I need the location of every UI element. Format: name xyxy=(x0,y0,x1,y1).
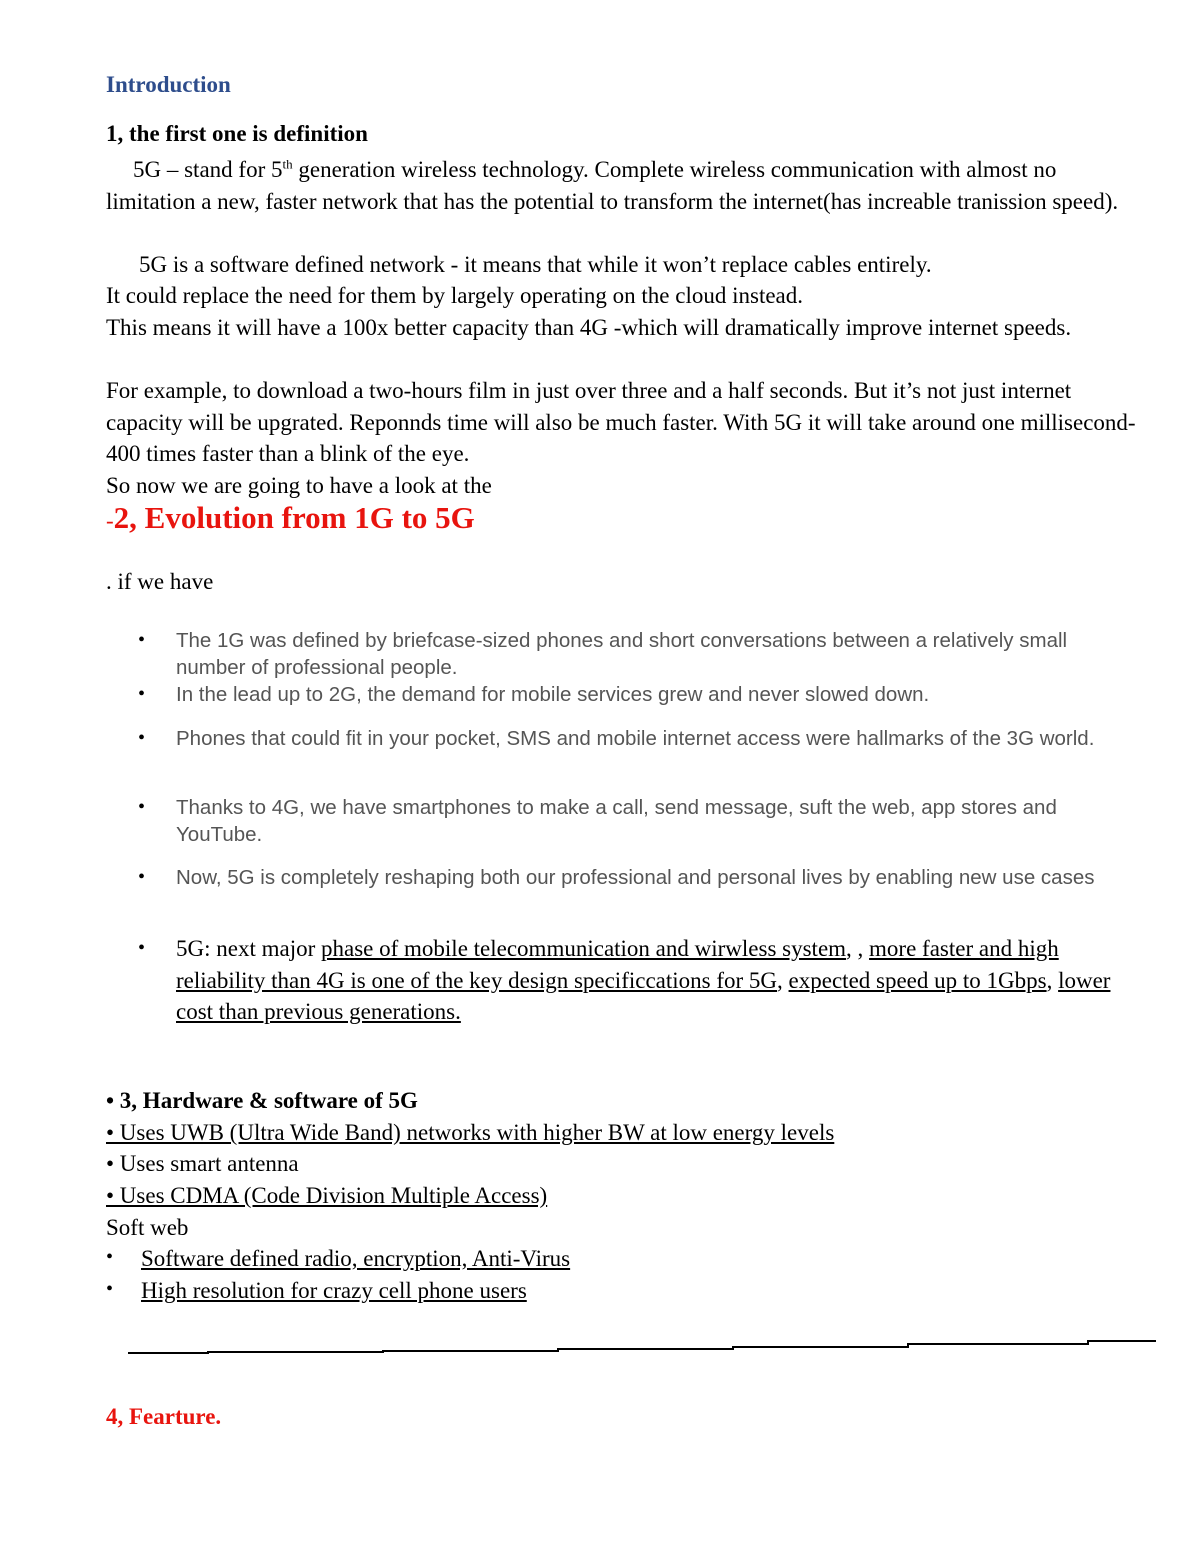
bullet-icon: • xyxy=(138,796,146,818)
soft-web-item xyxy=(141,1246,570,1272)
bullet-icon: • xyxy=(106,1246,114,1268)
hardware-line-uwb-text: • Uses UWB (Ultra Wide Band) networks with higher BW at low energy levels xyxy=(106,1120,835,1145)
bullet-icon: • xyxy=(138,683,146,705)
text-run: , xyxy=(1046,967,1059,993)
underlined-run: more faster and high reliability than 4G is one of the key design specificcations for 5G xyxy=(176,936,1059,993)
bullet-icon: • xyxy=(106,1278,114,1300)
definition-heading: 1, the first one is definition xyxy=(106,121,368,146)
evolution-dash: - xyxy=(106,508,114,533)
list-item-text: Thanks to 4G, we have smartphones to make a call, send message, suft the web, app stores and YouTube. xyxy=(176,796,1057,846)
bullet-icon: • xyxy=(138,727,146,749)
soft-web-item xyxy=(141,1278,527,1304)
hardware-line-cdma xyxy=(106,1183,547,1209)
p1-text-start: 5G – stand for 5 xyxy=(133,157,283,182)
soft-web-item-text: Software defined radio, encryption, Anti-Virus xyxy=(141,1246,571,1271)
underlined-run: expected speed up to 1Gbps xyxy=(788,967,1047,993)
text-run: 5G: next major xyxy=(176,936,321,961)
definition-paragraph-5: For example, to download a two-hours film in just over three and a half seconds. But it’s not just internet capacity will be upgrated. Reponnds time will also be much faster. With 5G it will take around one millisecond-400 times faster than a blink of the eye. xyxy=(106,378,1136,467)
hardware-line-cdma-text: • Uses CDMA (Code Division Multiple Access) xyxy=(106,1183,548,1208)
definition-paragraph-4: This means it will have a 100x better capacity than 4G -which will dramatically improve internet speeds. xyxy=(106,315,1072,340)
bullet-icon: • xyxy=(138,866,146,888)
list-item-text: Phones that could fit in your pocket, SMS and mobile internet access were hallmarks of the 3G world. xyxy=(176,727,1095,750)
evolution-heading-text: 2, Evolution from 1G to 5G xyxy=(113,500,475,535)
divider-line xyxy=(128,1341,1156,1353)
soft-web-label: Soft web xyxy=(106,1215,189,1240)
text-run: , xyxy=(777,967,789,993)
p1-superscript: th xyxy=(282,156,293,172)
bullet-icon: • xyxy=(138,937,146,959)
list-item-text: In the lead up to 2G, the demand for mobile services grew and never slowed down. xyxy=(176,683,930,706)
list-item-text-5g xyxy=(176,933,1131,1028)
text-run: , , xyxy=(846,936,870,961)
definition-paragraph-2: 5G is a software defined network - it means that while it won’t replace cables entirely. xyxy=(139,252,932,277)
soft-web-item-text: High resolution for crazy cell phone users xyxy=(141,1278,527,1303)
underlined-run: phase of mobile telecommunication and wirwless system xyxy=(321,936,847,961)
hardware-line-uwb xyxy=(106,1120,834,1146)
evolution-lead: . if we have xyxy=(106,569,214,594)
p1-text-end: generation wireless technology. Complete wireless communication with almost no limitation a new, faster network that has the potential to transform the internet(has increable tranission speed). xyxy=(106,157,1119,214)
underlined-run: lower cost than previous generations. xyxy=(176,967,1111,1025)
bullet-icon: • xyxy=(138,629,146,651)
definition-paragraph-3: It could replace the need for them by largely operating on the cloud instead. xyxy=(106,283,803,308)
list-item-text: The 1G was defined by briefcase-sized phones and short conversations between a relatively small number of professional people. xyxy=(176,629,1068,679)
evolution-heading xyxy=(106,500,475,536)
definition-paragraph-1 xyxy=(106,154,1136,217)
hand-drawn-divider xyxy=(128,1337,1156,1357)
feature-heading: 4, Fearture. xyxy=(106,1404,222,1429)
hardware-heading: • 3, Hardware & software of 5G xyxy=(106,1088,418,1113)
list-item-text: Now, 5G is completely reshaping both our professional and personal lives by enabling new use cases xyxy=(176,866,1095,889)
definition-paragraph-6: So now we are going to have a look at the xyxy=(106,473,492,498)
section-heading-introduction: Introduction xyxy=(106,72,231,97)
hardware-line-antenna: • Uses smart antenna xyxy=(106,1151,299,1176)
